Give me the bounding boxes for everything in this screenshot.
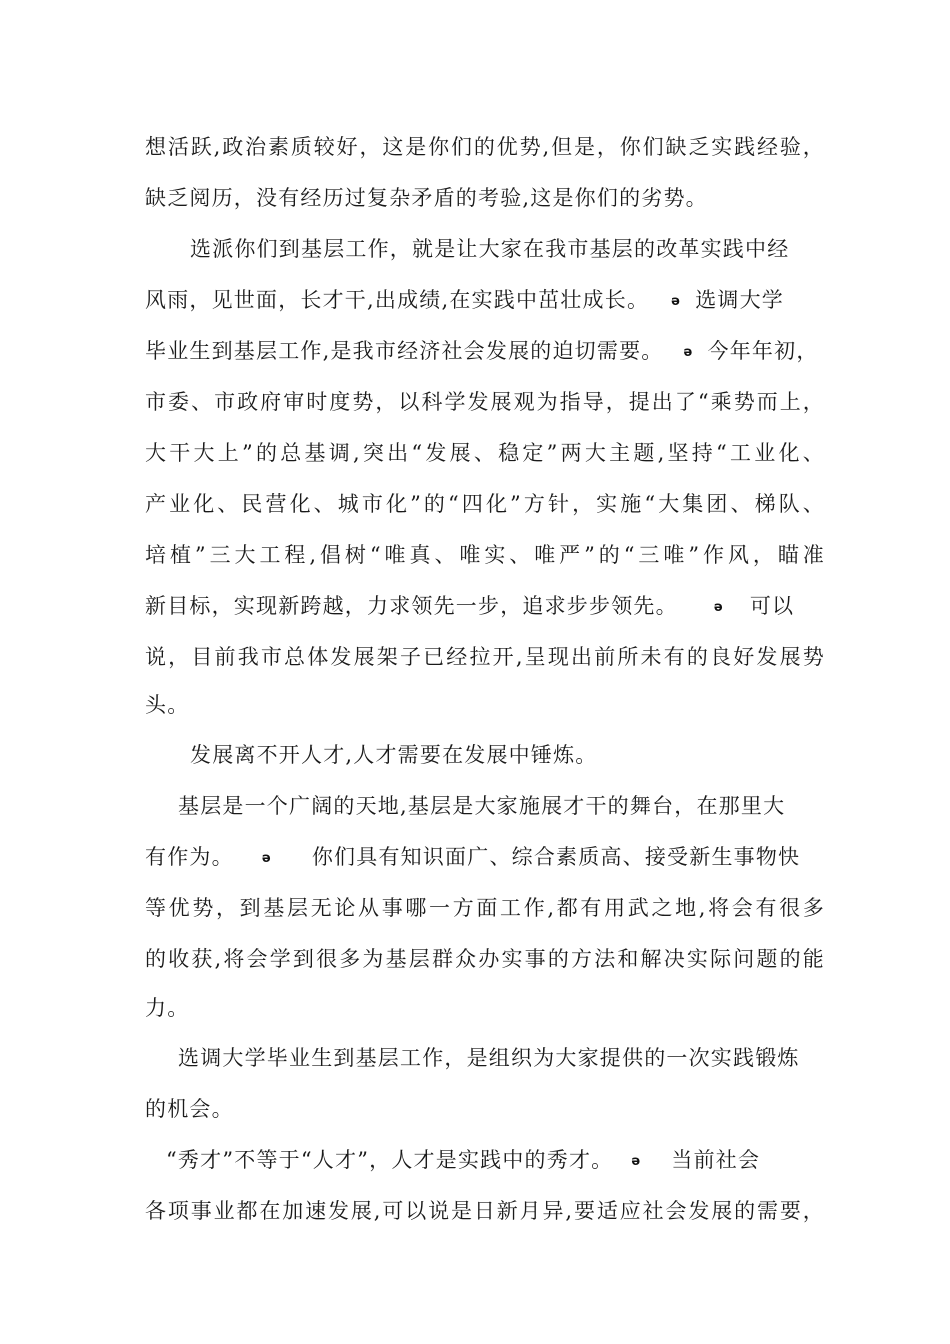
paragraph-mark-icon: ǝ — [683, 344, 694, 360]
text-segment: 新目标，实现新跨越，力求领先一步，追求步步领先。 — [145, 594, 678, 618]
text-segment: 产业化、民营化、城市化”的“四化”方针，实施“大集团、梯队、 — [145, 492, 825, 516]
text-segment: 今年年初， — [707, 339, 819, 363]
text-line — [145, 942, 825, 976]
text-segment: 当前社会 — [671, 1148, 761, 1172]
text-line — [145, 589, 825, 623]
text-line — [145, 991, 825, 1025]
text-line — [145, 181, 825, 215]
paragraph-mark-icon: ǝ — [671, 293, 682, 309]
text-segment: 力。 — [145, 996, 190, 1020]
text-segment: 的机会。 — [145, 1097, 234, 1121]
text-segment: 头。 — [145, 693, 190, 717]
text-line — [178, 789, 825, 823]
text-line — [190, 232, 825, 266]
text-segment: 发展离不开人才,人才需要在发展中锤炼。 — [190, 743, 598, 767]
text-line — [145, 640, 825, 674]
text-segment: 选调大学毕业生到基层工作，是组织为大家提供的一次实践锻炼 — [178, 1046, 800, 1070]
text-line — [145, 1092, 825, 1126]
text-segment: 选派你们到基层工作，就是让大家在我市基层的改革实践中经 — [190, 237, 790, 261]
paragraph-mark-icon: ǝ — [713, 599, 724, 615]
text-line — [145, 487, 825, 521]
text-line — [145, 436, 825, 470]
text-line — [145, 385, 825, 419]
text-segment: “秀才”不等于“人才”，人才是实践中的秀才。 — [166, 1148, 614, 1172]
text-segment: 选调大学 — [695, 288, 784, 312]
text-line — [166, 1143, 825, 1177]
paragraph-mark-icon: ǝ — [631, 1153, 642, 1169]
text-line — [178, 1041, 825, 1075]
text-segment: 风雨，见世面，长才干,出成绩,在实践中茁壮成长。 — [145, 288, 650, 312]
text-segment: 你们具有知识面广、综合素质高、接受新生事物快 — [311, 845, 801, 869]
text-segment: 可以 — [749, 594, 795, 618]
text-segment: 等优势，到基层无论从事哪一方面工作,都有用武之地,将会有很多 — [145, 896, 825, 920]
text-segment: 市委、市政府审时度势，以科学发展观为指导，提出了“乘势而上， — [145, 390, 825, 414]
text-segment: 说，目前我市总体发展架子已经拉开,呈现出前所未有的良好发展势 — [145, 645, 825, 669]
text-segment: 缺乏阅历，没有经历过复杂矛盾的考验,这是你们的劣势。 — [145, 186, 708, 210]
text-line — [145, 283, 825, 317]
text-line — [145, 130, 825, 164]
text-segment: 想活跃,政治素质较好，这是你们的优势,但是，你们缺乏实践经验， — [145, 135, 825, 159]
text-segment: 大干大上”的总基调,突出“发展、稳定”两大主题,坚持“工业化、 — [145, 441, 825, 465]
text-line — [145, 891, 825, 925]
text-segment: 基层是一个广阔的天地,基层是大家施展才干的舞台，在那里大 — [178, 794, 786, 818]
text-line — [145, 538, 825, 572]
paragraph-mark-icon: ǝ — [261, 850, 272, 866]
text-line — [145, 334, 825, 368]
text-segment: 有作为。 — [145, 845, 234, 869]
text-segment: 的收获,将会学到很多为基层群众办实事的方法和解决实际问题的能 — [145, 947, 825, 971]
text-segment: 毕业生到基层工作,是我市经济社会发展的迫切需要。 — [145, 339, 664, 363]
text-line — [145, 840, 825, 874]
text-line — [145, 1194, 825, 1228]
text-segment: 各项事业都在加速发展,可以说是日新月异,要适应社会发展的需要， — [145, 1199, 825, 1223]
text-line — [190, 738, 825, 772]
text-line — [145, 688, 825, 722]
text-segment: 培植”三大工程,倡树“唯真、唯实、唯严”的“三唯”作风，瞄准 — [145, 543, 825, 567]
